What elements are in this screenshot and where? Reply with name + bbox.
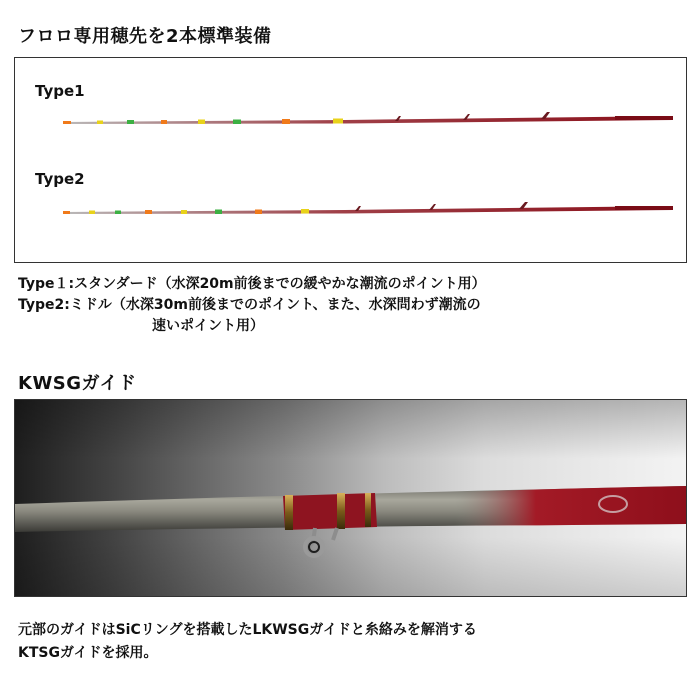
- tips-heading: フロロ専用穂先を2本標準装備: [18, 26, 272, 47]
- type2-description: Type2:ミドル（水深30m前後までのポイント、また、水深問わず潮流の: [18, 297, 481, 313]
- guide-description-cont: KTSGガイドを採用。: [18, 645, 158, 661]
- type2-label: Type2: [35, 170, 85, 188]
- guide-photo: [15, 400, 686, 596]
- type1-tip-image: [63, 112, 673, 124]
- type1-description: Type１:スタンダード（水深20m前後までの緩やかな潮流のポイント用）: [18, 276, 486, 292]
- tips-panel: [14, 57, 687, 263]
- type2-description-cont: 速いポイント用）: [152, 318, 264, 334]
- guide-heading: KWSGガイド: [18, 373, 137, 394]
- guide-description: 元部のガイドはSiCリングを搭載したLKWSGガイドと糸絡みを解消する: [18, 622, 477, 638]
- guide-photo-panel: [14, 399, 687, 597]
- type1-label: Type1: [35, 82, 85, 100]
- rod-tips-illustration: [15, 58, 686, 262]
- type2-tip-image: [63, 202, 673, 214]
